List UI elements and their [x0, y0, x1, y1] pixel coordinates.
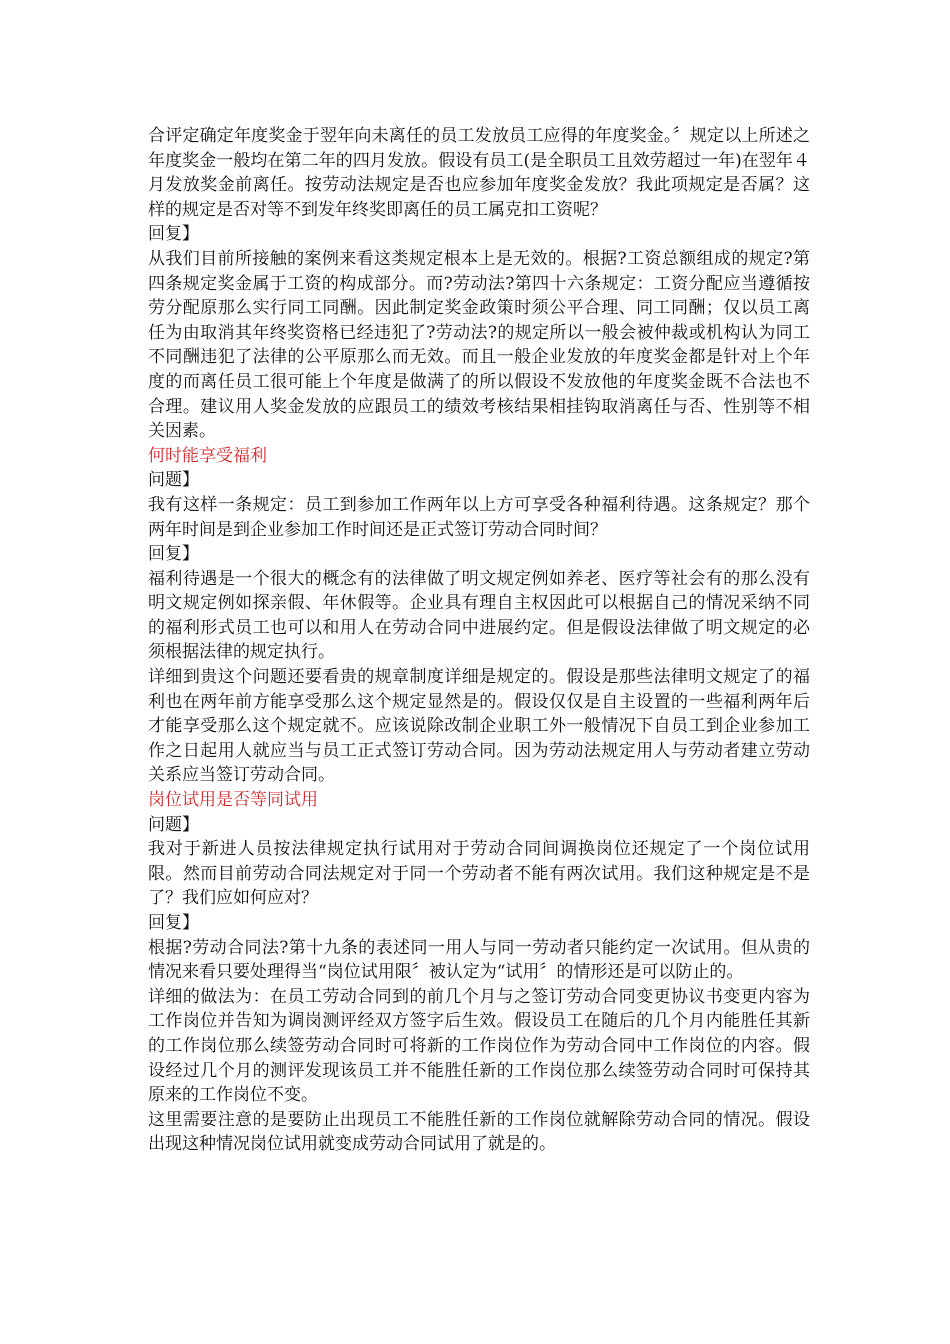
- paragraph-year-end-bonus-question: 合评定确定年度奖金于翌年向未离任的员工发放员工应得的年度奖金。〞规定以上所述之年度奖金一般均在第二年的四月发放。假设有员工(是全职员工且效劳超过一年)在翌年４月发放奖金前离任。按劳动法规定是否也应参加年度奖金发放？我此项规定是否属？这样的规定是否对等不到发年终奖即离任的员工属克扣工资呢？: [148, 126, 810, 220]
- paragraph-probation-question: 我对于新进人员按法律规定执行试用对于劳动合同间调换岗位还规定了一个岗位试用限。然而目前劳动合同法规定对于同一个劳动者不能有两次试用。我们这种规定是不是了？我们应如何应对？: [148, 839, 810, 909]
- reply-label: 回复】: [148, 913, 199, 933]
- question-label: 问题】: [148, 814, 199, 835]
- paragraph-probation-reply-2: 详细的做法为：在员工劳动合同到的前几个月与之签订劳动合同变更协议书变更内容为工作岗位并告知为调岗测评经双方签字后生效。假设员工在随后的几个月内能胜任其新的工作岗位那么续签劳动合同时可将新的工作岗位作为劳动合同中工作岗位的内容。假设经过几个月的测评发现该员工并不能胜任新的工作岗位那么续签劳动合同时可保持其原来的工作岗位不变。: [148, 986, 810, 1106]
- paragraph-welfare-reply-2: 详细到贵这个问题还要看贵的规章制度详细是规定的。假设是那些法律明文规定了的福利也在两年前方能享受那么这个规定显然是的。假设仅仅是自主设置的一些福利两年后才能享受那么这个规定就不。应该说除改制企业职工外一般情况下自员工到企业参加工作之日起用人就应当与员工正式签订劳动合同。因为劳动法规定用人与劳动者建立劳动关系应当签订劳动合同。: [148, 667, 810, 786]
- paragraph-welfare-reply-1: 福利待遇是一个很大的概念有的法律做了明文规定例如养老、医疗等社会有的那么没有明文规定例如探亲假、年休假等。企业具有理自主权因此可以根据自己的情况采纳不同的福利形式员工也可以和用人在劳动合同中进展约定。但是假设法律做了明文规定的必须根据法律的规定执行。: [148, 568, 810, 663]
- document-body: [148, 124, 810, 1157]
- section-heading-post-probation: 岗位试用是否等同试用: [148, 790, 318, 811]
- paragraph-probation-reply-1: 根据?劳动合同法?第十九条的表述同一用人与同一劳动者只能约定一次试用。但从贵的情况来看只要处理得当“岗位试用限〞被认定为“试用〞的情形还是可以防止的。: [148, 937, 810, 983]
- paragraph-probation-reply-3: 这里需要注意的是要防止出现员工不能胜任新的工作岗位就解除劳动合同的情况。假设出现这种情况岗位试用就变成劳动合同试用了就是的。: [148, 1109, 810, 1155]
- reply-label: 回复】: [148, 544, 199, 565]
- question-label: 问题】: [148, 470, 199, 491]
- reply-label: 回复】: [148, 224, 199, 245]
- paragraph-year-end-bonus-reply: 从我们目前所接触的案例来看这类规定根本上是无效的。根据?工资总额组成的规定?第四条规定奖金属于工资的构成部分。而?劳动法?第四十六条规定：工资分配应当遵循按劳分配原那么实行同工同酬。因此制定奖金政策时须公平合理、同工同酬；仅以员工离任为由取消其年终奖资格已经违犯了?劳动法?的规定所以一般会被仲裁或机构认为同工不同酬违犯了法律的公平原那么而无效。而且一般企业发放的年度奖金都是针对上个年度的而离任员工很可能上个年度是做满了的所以假设不发放他的年度奖金既不合法也不合理。建议用人奖金发放的应跟员工的绩效考核结果相挂钩取消离任与否、性别等不相关因素。: [148, 248, 810, 442]
- section-heading-welfare: 何时能享受福利: [148, 445, 267, 466]
- paragraph-welfare-question: 我有这样一条规定：员工到参加工作两年以上方可享受各种福利待遇。这条规定？那个两年时间是到企业参加工作时间还是正式签订劳动合同时间？: [148, 494, 810, 540]
